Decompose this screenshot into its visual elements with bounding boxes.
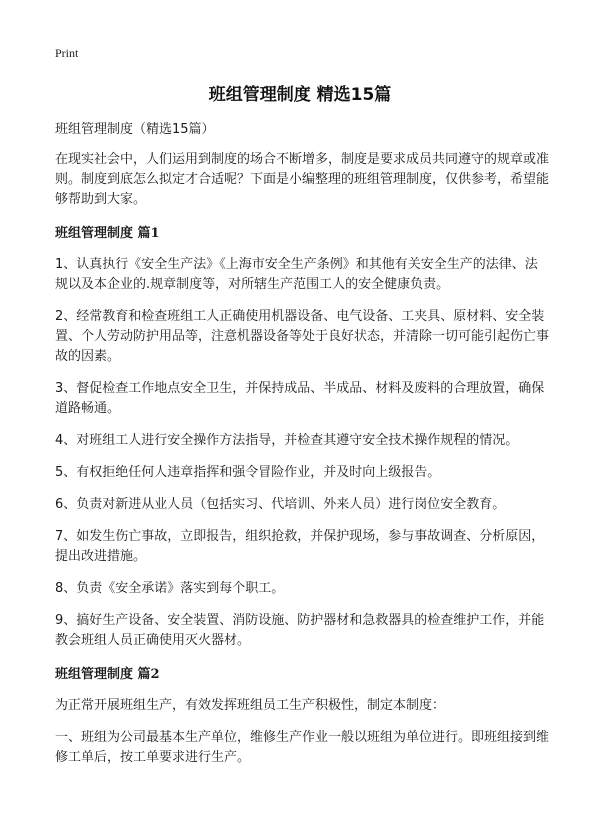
list-item: 7、如发生伤亡事故，立即报告，组织抢救，并保护现场，参与事故调查、分析原因，提出改进措施。 (55, 529, 545, 564)
section-heading: 班组管理制度 篇1 (55, 226, 160, 241)
list-item: 3、督促检查工作地点安全卫生，并保持成品、半成品、材料及废料的合理放置，确保道路畅通。 (55, 381, 545, 416)
intro-paragraph: 在现实社会中，人们运用到制度的场合不断增多，制度是要求成员共同遵守的规章或准则。制度到底怎么拟定才合适呢？下面是小编整理的班组管理制度，仅供参考，希望能够帮助到大家。 (55, 152, 550, 207)
list-item: 5、有权拒绝任何人违章指挥和强令冒险作业，并及时向上级报告。 (55, 465, 441, 480)
list-item: 9、搞好生产设备、安全装置、消防设施、防护器材和急救器具的检查维护工作，并能教会班组人员正确使用灭火器材。 (55, 613, 545, 648)
print-link[interactable]: Print (55, 46, 79, 60)
list-item: 1、认真执行《安全生产法》《上海市安全生产条例》和其他有关安全生产的法律、法规以及本企业的.规章制度等，对所辖生产范围工人的安全健康负责。 (55, 257, 538, 292)
list-item: 为正常开展班组生产，有效发挥班组员工生产积极性，制定本制度： (55, 698, 446, 713)
list-item: 8、负责《安全承诺》落实到每个职工。 (55, 581, 285, 596)
list-item: 4、对班组工人进行安全操作方法指导，并检查其遵守安全技术操作规程的情况。 (55, 433, 519, 448)
document-subtitle: 班组管理制度（精选15篇） (55, 122, 215, 137)
list-item: 一、班组为公司最基本生产单位，维修生产作业一般以班组为单位进行。即班组接到维修工单后，按工单要求进行生产。 (55, 730, 550, 765)
list-item: 6、负责对新进从业人员（包括实习、代培训、外来人员）进行岗位安全教育。 (55, 497, 506, 512)
document-body (55, 120, 549, 780)
list-item: 2、经常教育和检查班组工人正确使用机器设备、电气设备、工夹具、原材料、安全装置、个人劳动防护用品等，注意机器设备等处于良好状态，并清除一切可能引起伤亡事故的因素。 (55, 309, 550, 364)
page-title: 班组管理制度 精选15篇 (208, 85, 392, 105)
section-heading: 班组管理制度 篇2 (55, 667, 160, 682)
